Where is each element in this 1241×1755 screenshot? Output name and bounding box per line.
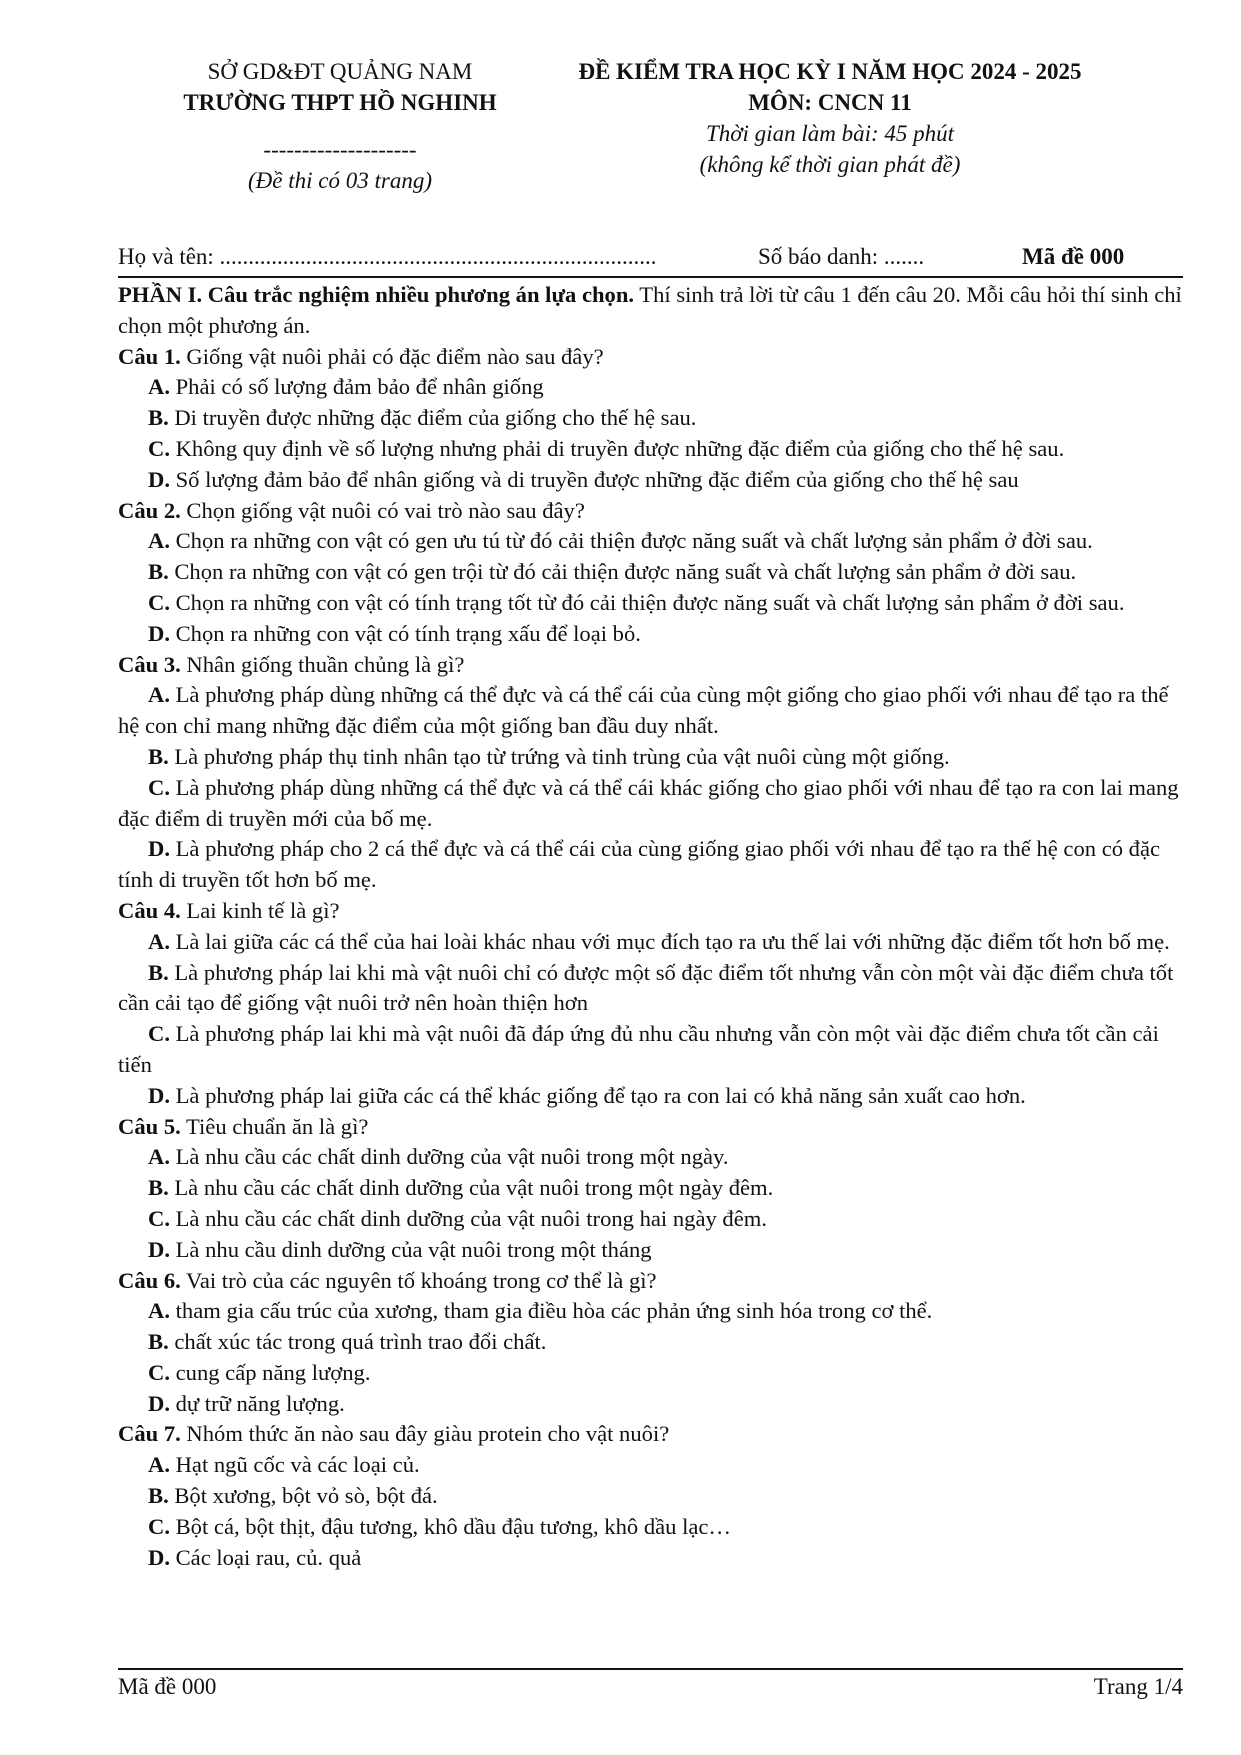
answer-option: [118, 834, 1183, 896]
answer-option: [118, 372, 1183, 403]
option-text: Là phương pháp dùng những cá thể đực và cá thể cái khác giống cho giao phối với nhau để tạo ra con lai mang đặc điểm di truyền mới của bố mẹ.: [118, 774, 1179, 831]
exam-code: Mã đề 000: [1022, 244, 1125, 269]
option-letter: A.: [148, 1452, 170, 1478]
answer-option: [118, 1019, 1183, 1081]
question-text: Lai kinh tế là gì?: [180, 897, 340, 923]
option-text: Là phương pháp dùng những cá thể đực và cá thể cái của cùng một giống cho giao phối với nhau để tạo ra thế hệ con chỉ mang những đặc điểm của một giống ban đầu duy nhất.: [118, 682, 1169, 739]
option-letter: C.: [148, 1021, 170, 1047]
exam-duration: Thời gian làm bài: 45 phút: [705, 121, 955, 146]
answer-option: [118, 619, 1183, 650]
option-text: Chọn ra những con vật có gen ưu tú từ đó cải thiện được năng suất và chất lượng sản phẩm ở đời sau.: [169, 528, 1093, 554]
question-text: Tiêu chuẩn ăn là gì?: [180, 1113, 369, 1139]
option-text: tham gia cấu trúc của xương, tham gia điều hòa các phản ứng sinh hóa trong cơ thể.: [169, 1298, 933, 1324]
option-letter: A.: [148, 1144, 170, 1170]
answer-option: [118, 1296, 1183, 1327]
section-heading: [118, 280, 1183, 342]
option-text: cung cấp năng lượng.: [169, 1359, 371, 1385]
option-letter: C.: [148, 1513, 170, 1539]
answer-option: [118, 1327, 1183, 1358]
question-label: Câu 2.: [118, 497, 181, 523]
question-label: Câu 3.: [118, 651, 181, 677]
option-letter: D.: [148, 1544, 170, 1570]
answer-option: [118, 1204, 1183, 1235]
option-text: Bột cá, bột thịt, đậu tương, khô dầu đậu tương, khô dầu lạc…: [169, 1513, 732, 1539]
footer-page-number: Trang 1/4: [1093, 1674, 1183, 1699]
option-letter: D.: [148, 1390, 170, 1416]
question-stem: [118, 1419, 1183, 1450]
answer-option: [118, 680, 1183, 742]
question-stem: [118, 1112, 1183, 1143]
header-right: [540, 56, 1120, 180]
option-text: Là phương pháp cho 2 cá thể đực và cá thể cái của cùng giống giao phối với nhau để tạo ra thế hệ con có đặc tính di truyền tốt hơn bố mẹ.: [118, 836, 1161, 893]
option-text: Hạt ngũ cốc và các loại củ.: [169, 1452, 420, 1478]
option-letter: A.: [148, 682, 170, 708]
answer-option: [118, 742, 1183, 773]
question-label: Câu 7.: [118, 1421, 181, 1447]
option-text: Là phương pháp thụ tinh nhân tạo từ trứng và tinh trùng của vật nuôi cùng một giống.: [168, 743, 950, 769]
option-letter: D.: [148, 1082, 170, 1108]
option-text: dự trữ năng lượng.: [169, 1390, 345, 1416]
answer-option: [118, 1543, 1183, 1574]
option-letter: B.: [148, 743, 169, 769]
question-stem: [118, 342, 1183, 373]
option-text: Chọn ra những con vật có tính trạng tốt từ đó cải thiện được năng suất và chất lượng sản phẩm ở đời sau.: [169, 589, 1125, 615]
option-letter: B.: [148, 959, 169, 985]
option-text: Là phương pháp lai giữa các cá thể khác giống để tạo ra con lai có khả năng sản xuất cao hơn.: [169, 1082, 1026, 1108]
answer-option: [118, 1450, 1183, 1481]
option-text: Không quy định về số lượng nhưng phải di truyền được những đặc điểm của giống cho thế hệ sau.: [169, 435, 1065, 461]
section-instruction: Thí sinh trả lời từ câu 1 đến câu 20. Mỗi câu hỏi thí sinh chỉ chọn một phương án.: [118, 282, 1182, 338]
option-text: Số lượng đảm bảo để nhân giống và di truyền được những đặc điểm của giống cho thế hệ sau: [169, 466, 1019, 492]
header-rule: [118, 276, 1183, 278]
option-text: Là nhu cầu các chất dinh dưỡng của vật nuôi trong một ngày.: [169, 1144, 729, 1170]
option-letter: C.: [148, 774, 170, 800]
footer-exam-code: Mã đề 000: [118, 1674, 217, 1699]
option-text: Phải có số lượng đảm bảo để nhân giống: [169, 374, 544, 400]
student-id-field: Số báo danh: .......: [758, 244, 925, 269]
answer-option: [118, 1358, 1183, 1389]
answer-option: [118, 1142, 1183, 1173]
student-info-line: [118, 244, 1183, 276]
answer-option: [118, 1081, 1183, 1112]
option-text: chất xúc tác trong quá trình trao đổi chất.: [168, 1329, 547, 1355]
department-name: SỞ GD&ĐT QUẢNG NAM: [207, 59, 473, 84]
header-left: [140, 56, 540, 196]
option-text: Là nhu cầu dinh dưỡng của vật nuôi trong một tháng: [169, 1236, 652, 1262]
answer-option: [118, 557, 1183, 588]
answer-option: [118, 1389, 1183, 1420]
answer-option: [118, 403, 1183, 434]
option-text: Chọn ra những con vật có gen trội từ đó cải thiện được năng suất và chất lượng sản phẩm ở đời sau.: [168, 559, 1077, 585]
question-stem: [118, 650, 1183, 681]
option-letter: B.: [148, 1483, 169, 1509]
question-label: Câu 4.: [118, 897, 181, 923]
answer-option: [118, 588, 1183, 619]
option-letter: D.: [148, 836, 170, 862]
question-label: Câu 1.: [118, 343, 181, 369]
section-title: PHẦN I. Câu trắc nghiệm nhiều phương án lựa chọn.: [118, 282, 635, 307]
question-text: Nhóm thức ăn nào sau đây giàu protein cho vật nuôi?: [180, 1421, 670, 1447]
answer-option: [118, 773, 1183, 835]
question-label: Câu 5.: [118, 1113, 181, 1139]
option-letter: C.: [148, 589, 170, 615]
option-letter: B.: [148, 405, 169, 431]
exam-content: [118, 280, 1183, 1573]
option-letter: A.: [148, 528, 170, 554]
answer-option: [118, 1512, 1183, 1543]
exam-title: ĐỀ KIỂM TRA HỌC KỲ I NĂM HỌC 2024 - 2025: [578, 59, 1082, 84]
school-name: TRƯỜNG THPT HỒ NGHINH: [183, 90, 497, 115]
subject-name: MÔN: CNCN 11: [748, 90, 912, 115]
footer-rule: [118, 1668, 1183, 1670]
option-text: Là lai giữa các cá thể của hai loài khác nhau với mục đích tạo ra ưu thế lai với những đặc điểm tốt hơn bố mẹ.: [169, 928, 1170, 954]
option-letter: B.: [148, 559, 169, 585]
option-letter: D.: [148, 620, 170, 646]
separator-line: --------------------: [263, 137, 417, 162]
option-text: Các loại rau, củ. quả: [169, 1544, 362, 1570]
option-letter: C.: [148, 1359, 170, 1385]
answer-option: [118, 465, 1183, 496]
answer-option: [118, 1173, 1183, 1204]
question-text: Nhân giống thuần chủng là gì?: [180, 651, 465, 677]
option-letter: D.: [148, 466, 170, 492]
option-letter: C.: [148, 1205, 170, 1231]
option-text: Là nhu cầu các chất dinh dưỡng của vật nuôi trong một ngày đêm.: [168, 1175, 774, 1201]
option-text: Chọn ra những con vật có tính trạng xấu để loại bỏ.: [169, 620, 641, 646]
option-text: Là phương pháp lai khi mà vật nuôi chỉ có được một số đặc điểm tốt nhưng vẫn còn một vài đặc điểm chưa tốt cần cải tạo để giống vật nuôi trở nên hoàn thiện hơn: [118, 959, 1174, 1016]
page-footer: [118, 1674, 1183, 1700]
option-letter: A.: [148, 1298, 170, 1324]
duration-note: (không kể thời gian phát đề): [699, 152, 961, 177]
answer-option: [118, 927, 1183, 958]
question-stem: [118, 1266, 1183, 1297]
question-stem: [118, 896, 1183, 927]
answer-option: [118, 1235, 1183, 1266]
question-text: Giống vật nuôi phải có đặc điểm nào sau đây?: [180, 343, 604, 369]
option-letter: B.: [148, 1175, 169, 1201]
answer-option: [118, 1481, 1183, 1512]
option-letter: B.: [148, 1329, 169, 1355]
student-name-field: Họ và tên: ............................................................................: [118, 244, 657, 269]
page-count-note: (Đề thi có 03 trang): [248, 168, 432, 193]
question-stem: [118, 496, 1183, 527]
question-label: Câu 6.: [118, 1267, 181, 1293]
question-text: Chọn giống vật nuôi có vai trò nào sau đây?: [180, 497, 585, 523]
option-letter: D.: [148, 1236, 170, 1262]
question-text: Vai trò của các nguyên tố khoáng trong cơ thể là gì?: [180, 1267, 657, 1293]
option-text: Là phương pháp lai khi mà vật nuôi đã đáp ứng đủ nhu cầu nhưng vẫn còn một vài đặc điểm chưa tốt cần cải tiến: [118, 1021, 1159, 1077]
answer-option: [118, 958, 1183, 1020]
answer-option: [118, 526, 1183, 557]
option-letter: A.: [148, 928, 170, 954]
answer-option: [118, 434, 1183, 465]
option-text: Là nhu cầu các chất dinh dưỡng của vật nuôi trong hai ngày đêm.: [169, 1205, 767, 1231]
option-letter: A.: [148, 374, 170, 400]
option-text: Di truyền được những đặc điểm của giống cho thế hệ sau.: [168, 405, 697, 431]
option-text: Bột xương, bột vỏ sò, bột đá.: [168, 1483, 438, 1509]
option-letter: C.: [148, 435, 170, 461]
